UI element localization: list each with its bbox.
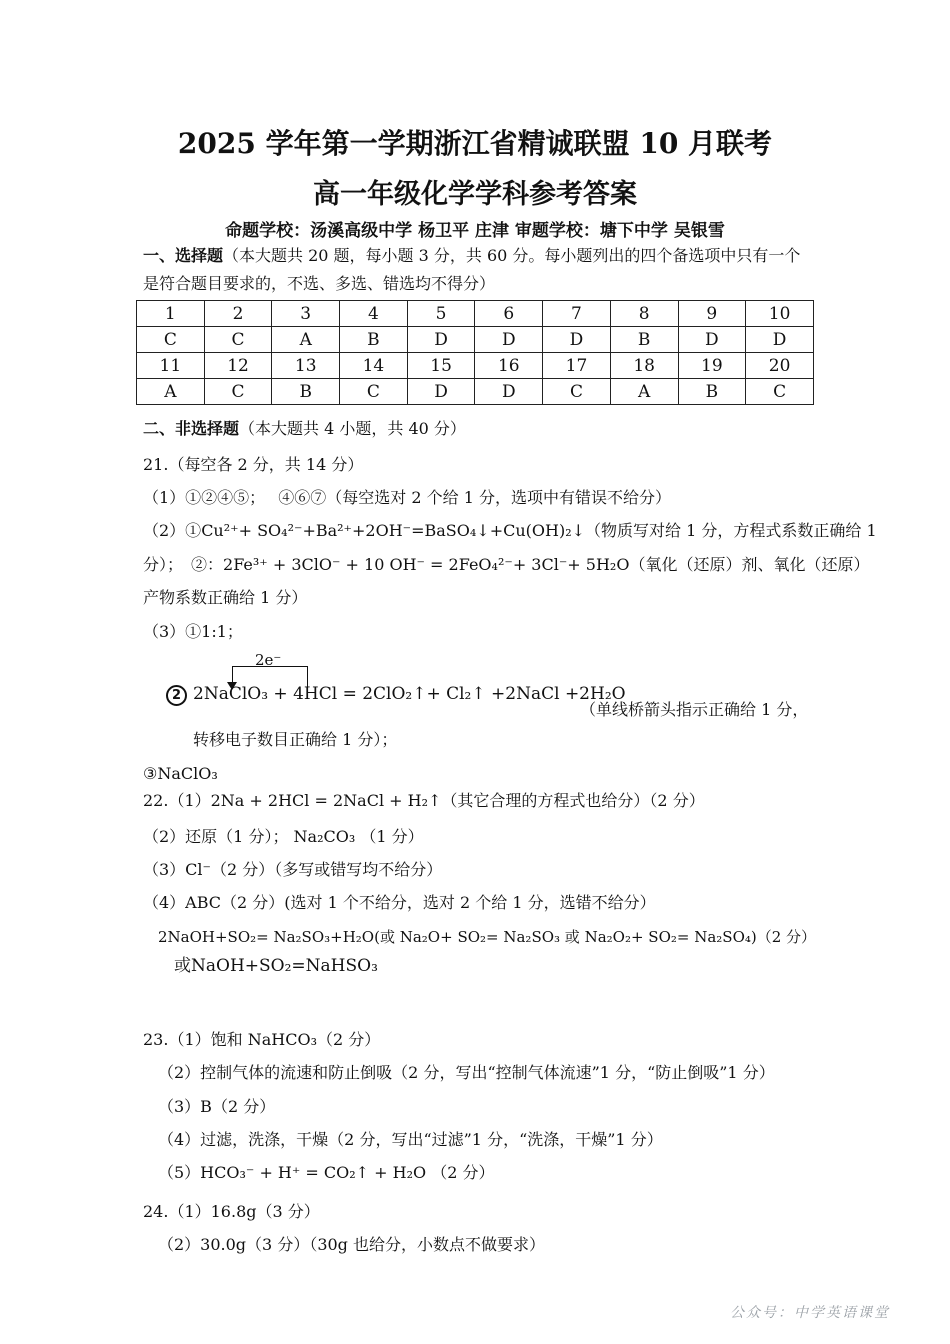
- q23-p5: （5）HCO₃⁻ + H⁺ = CO₂↑ + H₂O （2 分）: [158, 1163, 495, 1182]
- answer-cell: D: [475, 379, 543, 405]
- q22-p1: 22.（1）2Na + 2HCl = 2NaCl + H₂↑（其它合理的方程式也给分）（2 分）: [143, 791, 705, 810]
- question-number-cell: 20: [746, 353, 814, 379]
- answer-cell: C: [543, 379, 611, 405]
- q21-p2-prefix: （2）①: [143, 521, 202, 540]
- answer-cell: A: [137, 379, 205, 405]
- question-number-cell: 3: [272, 301, 340, 327]
- q21-p2b: [143, 555, 869, 575]
- exam-authors: 命题学校：汤溪高级中学 杨卫平 庄津 审题学校：塘下中学 吴银雪: [225, 221, 725, 241]
- answer-cell: D: [746, 327, 814, 353]
- question-number-cell: 19: [678, 353, 746, 379]
- electron-label: 2e⁻: [255, 651, 282, 669]
- question-number-cell: 12: [204, 353, 272, 379]
- q21-p3: （3）①1:1；: [143, 622, 243, 641]
- q23-p4: （4）过滤，洗涤，干燥（2 分，写出“过滤”1 分，“洗涤，干燥”1 分）: [158, 1130, 663, 1149]
- question-number-cell: 14: [340, 353, 408, 379]
- question-number-cell: 4: [340, 301, 408, 327]
- section2-line: [143, 419, 466, 439]
- exam-subtitle: 高一年级化学学科参考答案: [313, 179, 637, 210]
- q22-p4: （4）ABC（2 分）(选对 1 个不给分，选对 2 个给 1 分，选错不给分）: [143, 893, 656, 912]
- question-number-cell: 15: [407, 353, 475, 379]
- question-number-cell: 6: [475, 301, 543, 327]
- answer-cell: A: [610, 379, 678, 405]
- q21-head: 21.（每空各 2 分，共 14 分）: [143, 455, 364, 474]
- q21-p2c: 产物系数正确给 1 分）: [143, 588, 308, 607]
- question-number-cell: 1: [137, 301, 205, 327]
- exam-title: 2025 学年第一学期浙江省精诚联盟 10 月联考: [177, 127, 773, 160]
- q21-p2b-note: （氧化（还原）剂、氧化（还原）: [629, 555, 870, 574]
- answer-cell: C: [746, 379, 814, 405]
- answer-cell: C: [137, 327, 205, 353]
- answer-cell: A: [272, 327, 340, 353]
- table-row: [137, 301, 814, 327]
- q21-eq2-line: [166, 684, 626, 706]
- q21-p2b-prefix: 分）； ②：: [143, 555, 224, 574]
- q21-p2-note: （物质写对给 1 分，方程式系数正确给 1: [585, 521, 877, 540]
- answer-cell: D: [407, 327, 475, 353]
- q21-eq2: 2NaClO₃ + 4HCl = 2ClO₂↑+ Cl₂↑ +2NaCl +2H₂O: [193, 684, 626, 704]
- answer-cell: D: [407, 379, 475, 405]
- question-number-cell: 7: [543, 301, 611, 327]
- answer-cell: C: [204, 327, 272, 353]
- answer-cell: C: [340, 379, 408, 405]
- q21-p2b-equation: 2Fe³⁺ + 3ClO⁻ + 10 OH⁻ = 2FeO₄²⁻+ 3Cl⁻+ 5H₂O: [223, 555, 630, 574]
- answer-cell: D: [543, 327, 611, 353]
- section1-line1: [143, 246, 800, 266]
- q23-p3: （3）B（2 分）: [158, 1097, 276, 1116]
- answer-table: [136, 300, 814, 405]
- section1-line2: 是符合题目要求的，不选、多选、错选均不得分）: [143, 274, 496, 293]
- question-number-cell: 8: [610, 301, 678, 327]
- q23-p2: （2）控制气体的流速和防止倒吸（2 分，写出“控制气体流速”1 分，“防止倒吸”1 分）: [158, 1063, 775, 1082]
- question-number-cell: 9: [678, 301, 746, 327]
- answer-cell: B: [272, 379, 340, 405]
- q24-p2: （2）30.0g（3 分）（30g 也给分，小数点不做要求）: [158, 1235, 546, 1254]
- answer-cell: B: [340, 327, 408, 353]
- section2-desc: （本大题共 4 小题，共 40 分）: [239, 419, 466, 438]
- q21-eq2-note: （单线桥箭头指示正确给 1 分，: [580, 700, 809, 719]
- section2-heading: 二、非选择题: [143, 419, 240, 438]
- question-number-cell: 10: [746, 301, 814, 327]
- q23-p1: 23.（1）饱和 NaHCO₃（2 分）: [143, 1030, 381, 1049]
- q22-p5: 2NaOH+SO₂= Na₂SO₃+H₂O(或 Na₂O+ SO₂= Na₂SO₃ 或 Na₂O₂+ SO₂= Na₂SO₄)（2 分）: [158, 928, 817, 946]
- q21-p2-equation: Cu²⁺+ SO₄²⁻+Ba²⁺+2OH⁻=BaSO₄↓+Cu(OH)₂↓: [201, 521, 586, 540]
- table-row: [137, 327, 814, 353]
- q21-eq2-note2: 转移电子数目正确给 1 分）；: [193, 730, 398, 749]
- section1-desc: （本大题共 20 题，每小题 3 分，共 60 分。每小题列出的四个备选项中只有一个: [223, 246, 801, 265]
- section1-heading: 一、选择题: [143, 246, 224, 265]
- question-number-cell: 13: [272, 353, 340, 379]
- answer-cell: D: [475, 327, 543, 353]
- q21-p3c: ③NaClO₃: [143, 764, 218, 783]
- circled-two-icon: 2: [166, 685, 187, 706]
- q24-p1: 24.（1）16.8g（3 分）: [143, 1202, 320, 1221]
- watermark: 公众号：中学英语课堂: [730, 1305, 890, 1321]
- answer-cell: B: [610, 327, 678, 353]
- q21-p1: （1）①②④⑤； ④⑥⑦（每空选对 2 个给 1 分，选项中有错误不给分）: [143, 488, 671, 507]
- question-number-cell: 16: [475, 353, 543, 379]
- question-number-cell: 2: [204, 301, 272, 327]
- question-number-cell: 11: [137, 353, 205, 379]
- answer-cell: B: [678, 379, 746, 405]
- answer-cell: D: [678, 327, 746, 353]
- answer-cell: C: [204, 379, 272, 405]
- table-row: [137, 353, 814, 379]
- question-number-cell: 5: [407, 301, 475, 327]
- question-number-cell: 17: [543, 353, 611, 379]
- q22-p2: （2）还原（1 分）； Na₂CO₃ （1 分）: [143, 827, 424, 846]
- q22-p3: （3）Cl⁻（2 分）（多写或错写均不给分）: [143, 860, 443, 879]
- q21-p2: [143, 521, 877, 541]
- question-number-cell: 18: [610, 353, 678, 379]
- q22-p6: 或NaOH+SO₂=NaHSO₃: [174, 956, 378, 976]
- table-row: [137, 379, 814, 405]
